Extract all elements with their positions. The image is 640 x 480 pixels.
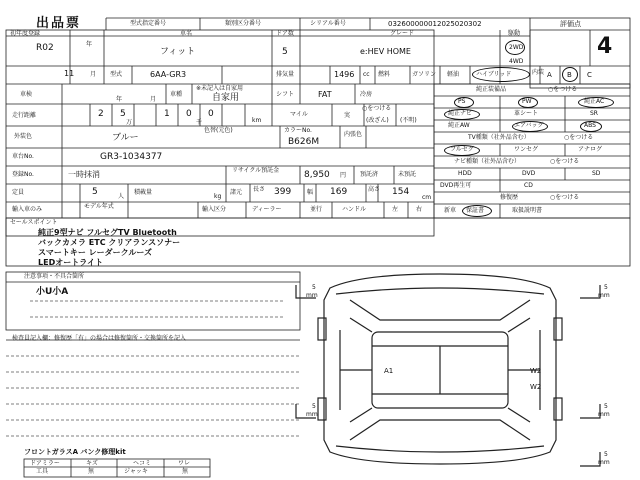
equip-item: ABS [584, 122, 596, 129]
sen-label: 千 [196, 119, 203, 126]
tire-header: キズ [86, 460, 98, 467]
history-mark [462, 205, 492, 217]
tire-value: 無 [182, 468, 189, 475]
tread-unit: mm [306, 411, 318, 418]
load-label: 積載量 [134, 189, 153, 196]
tv-item: ワンセグ [514, 146, 539, 153]
dims-label: 諸元 [230, 189, 243, 196]
tread-value: 5 [312, 284, 316, 291]
usage-label: 車種 [170, 91, 183, 98]
navi-cd: CD [524, 182, 533, 189]
equip-label: 純正装備品 [476, 86, 507, 93]
circle-note: ○をつける [362, 105, 392, 112]
mile-label: マイル [290, 111, 308, 118]
tire-header: ワレ [178, 460, 191, 467]
equip-item: 革シート [514, 110, 539, 117]
actual-label: 実 [344, 112, 351, 119]
tire-value: ジャッキ [124, 468, 148, 475]
category-label: 類別区分番号 [225, 20, 262, 27]
car-name: フィット [160, 47, 196, 57]
model-type-label: 型式指定番号 [130, 20, 167, 27]
navi-item: SD [592, 170, 601, 177]
drive-4wd: 4WD [509, 58, 524, 65]
tv-item: フルセグ [450, 146, 474, 153]
tv-item: アナログ [578, 146, 603, 153]
notes-label: 注意事項・不具合箇所 [24, 273, 85, 280]
sales-line: バックカメラ ETC クリアランスソナー [38, 238, 181, 247]
fuel-selected-mark [472, 67, 530, 82]
y-label: 年 [116, 96, 123, 103]
kg-label: kg [214, 193, 222, 200]
mileage-digit: 0 [208, 109, 214, 119]
mileage-digit: 1 [164, 109, 170, 119]
month-value: 11 [64, 69, 75, 78]
navi-item: HDD [458, 170, 472, 177]
tread-value: 5 [312, 403, 316, 410]
chassis-label: 車台No. [12, 153, 34, 160]
interior-label: 内装 [532, 69, 545, 76]
import-label: 輸入車のみ [12, 206, 43, 213]
history-warranty: 保証書 [466, 207, 485, 214]
era-year: R02 [36, 43, 54, 53]
length-value: 399 [274, 187, 292, 197]
tire-header: ドアミラー [30, 460, 60, 467]
serial-number: 032600000012025020302 [388, 20, 482, 28]
year-label: 年 [86, 41, 93, 48]
mileage-digit: 2 [98, 109, 104, 119]
mileage-label: 走行距離 [12, 112, 37, 119]
dvd-label: DVD再生可 [440, 182, 472, 189]
import-type-label: 輸入区分 [202, 206, 227, 213]
sales-line: LEDオートライト [38, 258, 103, 267]
sales-line: 純正9型ナビ フルセグTV Bluetooth [38, 228, 177, 237]
tire-value: 工具 [36, 468, 49, 475]
doors-value: 5 [282, 47, 288, 57]
tire-value: 無 [88, 468, 95, 475]
recycle-label: リサイクル預託金 [232, 167, 280, 174]
equip-item: PW [522, 98, 532, 105]
model-year-label: モデル年式 [84, 203, 114, 210]
width-value: 169 [330, 187, 348, 197]
drive-label: 駆動 [508, 30, 521, 37]
notes-text: 小U小A [36, 287, 69, 297]
recycle-yen: 円 [340, 172, 347, 179]
fuel-gas: ガソリン [412, 71, 437, 78]
equip-item: 純正ナビ [448, 110, 473, 117]
tread-value: 5 [604, 451, 608, 458]
chassis-value: GR3-1034377 [100, 152, 163, 162]
registration-value: 一時抹消 [68, 170, 100, 179]
sales-line: スマートキー レーダークルーズ [38, 248, 152, 257]
import-dealer: ディーラー [252, 206, 282, 213]
shift-label: シフト [276, 91, 295, 98]
recycle-value: 8,950 [304, 170, 330, 180]
km-label: km [252, 117, 262, 124]
fuel-hybrid: ハイブリッド [476, 71, 512, 78]
history-manual: 取扱説明書 [512, 207, 543, 214]
recycle-unpaid: 未預託 [398, 171, 417, 178]
tv-label: TV種類（社外品含む） [468, 134, 530, 141]
navi-label: ナビ種類（社外品含む） [454, 158, 521, 165]
history-label: 修復歴 [500, 194, 519, 201]
equip-note: ○をつける [548, 86, 578, 93]
shift-value: FAT [318, 90, 332, 99]
grade-point-value: 4 [597, 34, 613, 59]
color-label: 外装色 [14, 133, 33, 140]
fuel-label: 燃料 [378, 71, 391, 78]
damage-mark: W2 [530, 383, 542, 391]
vehicle-label: 車検 [20, 91, 33, 98]
inspector-label: 検査員記入欄：修復歴「有」の場合は修復箇所・交換箇所を記入 [12, 335, 187, 342]
equip-item: SR [590, 110, 598, 117]
private-note: ※未記入は自家用 [196, 85, 244, 92]
equip-item: 純正AC [584, 98, 605, 105]
tv-note: ○をつける [564, 134, 594, 141]
handle-label: ハンドル [342, 206, 367, 213]
man-label: 万 [126, 119, 133, 126]
interior-selected-mark [562, 67, 578, 82]
tread-unit: mm [598, 459, 610, 466]
month-label: 月 [90, 71, 97, 78]
usage-value: 自家用 [212, 93, 240, 103]
drive-2wd: 2WD [509, 44, 524, 51]
height-label: 高さ [368, 186, 381, 193]
cm-label: cm [422, 194, 432, 201]
trim-label: 内張色 [344, 131, 363, 138]
color-no-value: B626M [288, 137, 320, 147]
grade-point-label: 評価点 [560, 20, 581, 28]
handle-right: 右 [416, 206, 423, 213]
grade-label: グレード [390, 30, 415, 37]
model-label: 型式 [110, 71, 123, 78]
len-label: 長さ [253, 186, 266, 193]
recycle-paid: 預託済 [360, 171, 379, 178]
unknown-label: (不明) [400, 117, 417, 124]
mileage-digit: 0 [186, 109, 192, 119]
tread-unit: mm [598, 411, 610, 418]
serial-label: シリアル番号 [310, 20, 346, 27]
displacement-value: 1496 [334, 70, 355, 79]
equip-item: エアバッグ [514, 122, 544, 129]
equip-mark [512, 121, 548, 132]
registration-label: 登録No. [12, 171, 34, 178]
width-label: 幅 [307, 189, 314, 196]
import-parallel: 並行 [310, 206, 323, 213]
sales-points-label: セールスポイント [10, 219, 58, 226]
history-new: 新車 [444, 207, 457, 214]
tv-mark [444, 145, 480, 156]
interior-b: B [567, 71, 572, 79]
mileage-digit: 5 [120, 109, 126, 119]
grade-value: e:HEV HOME [360, 47, 411, 56]
equip-mark [578, 97, 614, 108]
displacement-label: 排気量 [276, 71, 295, 78]
footer-note: フロントガラスA バンク修理kit [24, 448, 126, 456]
capacity-value: 5 [92, 187, 98, 197]
person-label: 人 [118, 193, 125, 200]
doors-label: ドア数 [276, 30, 294, 37]
equip-mark [518, 97, 538, 108]
capacity-label: 定員 [12, 189, 25, 196]
equip-mark [454, 97, 474, 108]
color-value: ブルー [112, 133, 139, 143]
tread-unit: mm [598, 292, 610, 299]
equip-mark [444, 109, 480, 120]
navi-note: ○をつける [550, 158, 580, 165]
aircon-label: 冷房 [360, 91, 373, 98]
cc-label: cc [363, 71, 370, 78]
drive-selected-mark [505, 40, 525, 55]
adjusted-label: (改ざん) [366, 117, 389, 124]
tread-unit: mm [306, 292, 318, 299]
interior-c: C [587, 71, 592, 79]
color-orig-label: 色替(元色) [204, 127, 233, 134]
tire-header: ヘコミ [133, 460, 152, 467]
model-value: 6AA-GR3 [150, 70, 187, 79]
form-title: 出品票 [36, 16, 82, 31]
equip-item: 純正AW [448, 122, 470, 129]
handle-left: 左 [392, 206, 399, 213]
damage-mark: W2 [530, 367, 542, 375]
equip-mark [580, 121, 602, 132]
interior-a: A [547, 71, 552, 79]
first-reg-label: 初年度登録 [10, 30, 41, 37]
damage-mark: A1 [384, 367, 394, 375]
fuel-light: 軽油 [447, 71, 460, 78]
color-no-label: カラーNo. [284, 127, 312, 134]
history-note: ○をつける [550, 194, 580, 201]
car-name-label: 車名 [180, 30, 193, 37]
equip-item: PS [458, 98, 466, 105]
tread-value: 5 [604, 403, 608, 410]
tread-value: 5 [604, 284, 608, 291]
navi-item: DVD [522, 170, 536, 177]
height-value: 154 [392, 187, 410, 197]
m-label: 月 [150, 96, 157, 103]
